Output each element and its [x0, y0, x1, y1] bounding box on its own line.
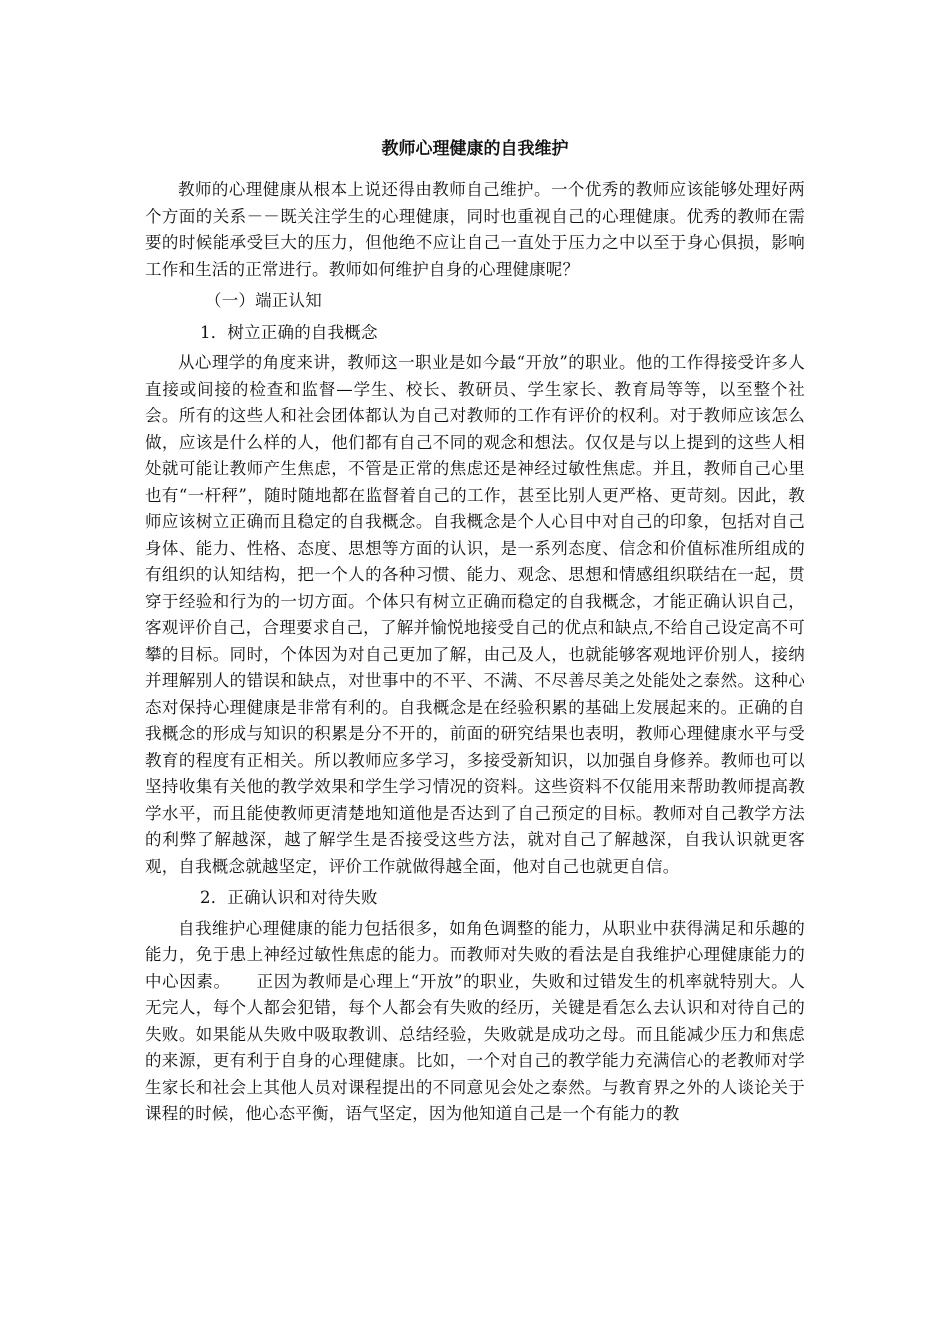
subsection-heading-2: 2．正确认识和对待失败: [200, 888, 378, 907]
document-page: [145, 130, 805, 1128]
intro-paragraph: 教师的心理健康从根本上说还得由教师自己维护。一个优秀的教师应该能够处理好两个方面的关系－－既关注学生的心理健康，同时也重视自己的心理健康。优秀的教师在需要的时候能承受巨大的压力，但他绝不应让自己一直处于压力之中以至于身心俱损，影响工作和生活的正常进行。教师如何维护自身的心理健康呢？: [145, 180, 805, 279]
body-paragraph-1: 从心理学的角度来讲，教师这一职业是如今最“开放”的职业。他的工作得接受许多人直接或间接的检查和监督—学生、校长、教研员、学生家长、教育局等等，以至整个社会。所有的这些人和社会团体都认为自己对教师的工作有评价的权利。对于教师应该怎么做，应该是什么样的人，他们都有自己不同的观念和想法。仅仅是与以上提到的这些人相处就可能让教师产生焦虑，不管是正常的焦虑还是神经过敏性焦虑。并且，教师自己心里也有“一杆秤”，随时随地都在监督着自己的工作，甚至比别人更严格、更苛刻。因此，教师应该树立正确而且稳定的自我概念。自我概念是个人心目中对自己的印象，包括对自己身体、能力、性格、态度、思想等方面的认识，是一系列态度、信念和价值标准所组成的有组织的认知结构，把一个人的各种习惯、能力、观念、思想和情感组织联结在一起，贯穿于经验和行为的一切方面。个体只有树立正确而稳定的自我概念，才能正确认识自己，客观评价自己，合理要求自己，了解并愉悦地接受自己的优点和缺点,不给自己设定高不可攀的目标。同时，个体因为对自己更加了解，由己及人，也就能够客观地评价别人，接纳并理解别人的错误和缺点，对世事中的不平、不满、不尽善尽美之处能处之泰然。这种心态对保持心理健康是非常有利的。自我概念是在经验积累的基础上发展起来的。正确的自我概念的形成与知识的积累是分不开的，前面的研究结果也表明，教师心理健康水平与受教育的程度有正相关。所以教师应多学习，多接受新知识，以加强自身修养。教师也可以坚持收集有关他的教学效果和学生学习情况的资料。这些资料不仅能用来帮助教师提高教学水平，而且能使教师更清楚地知道他是否达到了自己预定的目标。教师对自己教学方法的利弊了解越深，越了解学生是否接受这些方法，就对自己了解越深，自我认识就更客观，自我概念就越坚定，评价工作就做得越全面，他对自己也就更自信。: [145, 353, 805, 876]
subsection-heading-1: 1．树立正确的自我概念: [200, 322, 378, 342]
section-heading-1: （一）端正认知: [205, 291, 322, 310]
document-title: 教师心理健康的自我维护: [381, 139, 569, 159]
body-paragraph-2: 自我维护心理健康的能力包括很多，如角色调整的能力，从职业中获得满足和乐趣的能力，免于患上神经过敏性焦虑的能力。而教师对失败的看法是自我维护心理健康能力的中心因素。 正因为教师是心理上“开放”的职业，失败和过错发生的机率就特别大。人无完人，每个人都会犯错，每个人都会有失败的经历，关键是看怎么去认识和对待自己的失败。如果能从失败中吸取教训、总结经验，失败就是成功之母。而且能减少压力和焦虑的来源，更有利于自身的心理健康。比如，一个对自己的教学能力充满信心的老教师对学生家长和社会上其他人员对课程提出的不同意见会处之泰然。与教育界之外的人谈论关于课程的时候，他心态平衡，语气坚定，因为他知道自己是一个有能力的教: [145, 918, 805, 1123]
